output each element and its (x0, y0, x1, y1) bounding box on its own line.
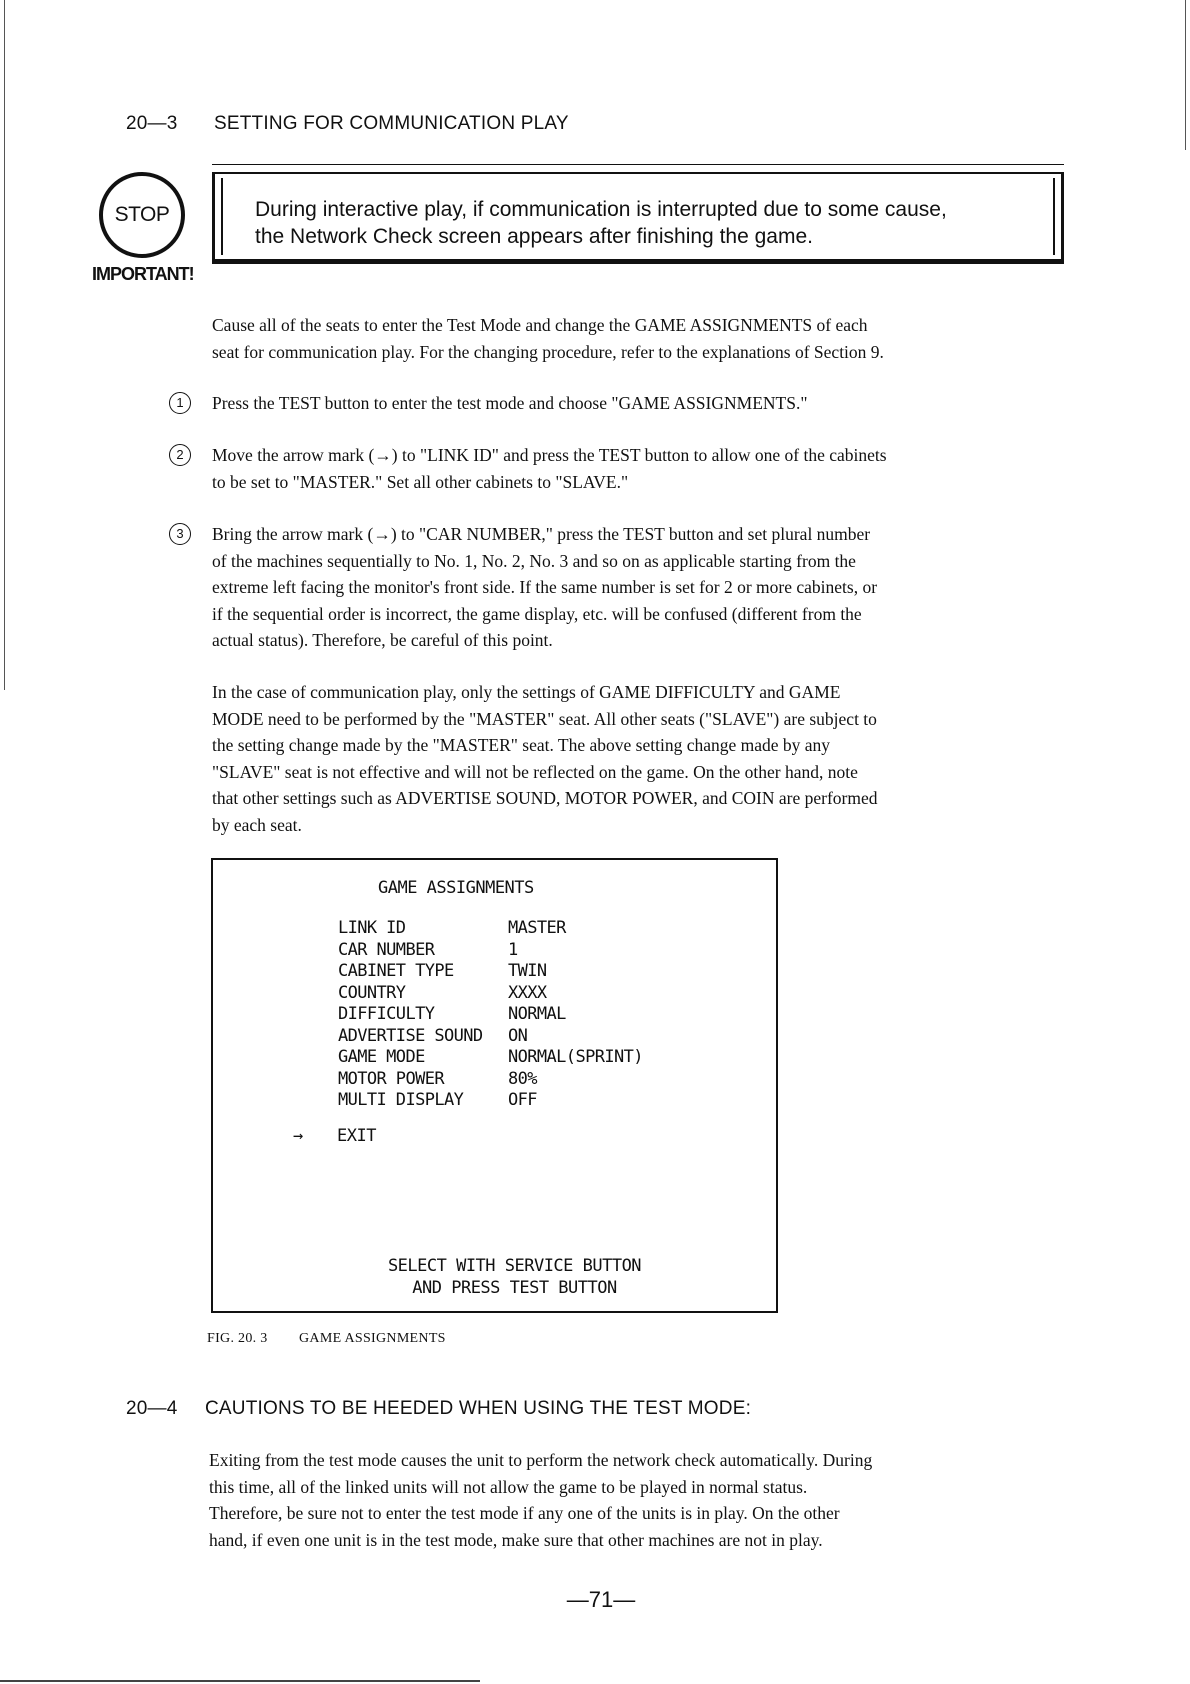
cautions-line-3: Therefore, be sure not to enter the test mode if any one of the units is in play. On the other (209, 1503, 840, 1524)
comm-play-line-6: by each seat. (212, 814, 302, 835)
menu-value: 80% (508, 1068, 537, 1089)
menu-row-country (338, 983, 643, 1005)
screen-instruction-line-2: AND PRESS TEST BUTTON (412, 1278, 617, 1298)
menu-label: DIFFICULTY (338, 1004, 435, 1024)
cautions-line-4: hand, if even one unit is in the test mode, make sure that other machines are not in play. (209, 1529, 823, 1550)
menu-row-exit (293, 1126, 376, 1146)
menu-value: TWIN (508, 961, 547, 981)
menu-row-cabinet-type (338, 961, 643, 983)
step-1 (176, 390, 808, 417)
menu-label: CABINET TYPE (338, 961, 454, 981)
figure-number: FIG. 20. 3 (207, 1331, 268, 1346)
comm-play-line-4: "SLAVE" seat is not effective and will not be reflected on the game. On the other hand, note (212, 761, 858, 782)
scan-edge-line (1185, 0, 1186, 150)
notice-box (212, 172, 1064, 264)
step-3-line-2: of the machines sequentially to No. 1, No. 2, No. 3 and so on as applicable starting from the (212, 550, 856, 571)
screen-title: GAME ASSIGNMENTS (378, 878, 534, 898)
menu-value: NORMAL (508, 1004, 566, 1024)
scan-edge-line (4, 0, 5, 690)
intro-paragraph (212, 312, 884, 365)
step-3-line-5: actual status). Therefore, be careful of this point. (212, 630, 553, 651)
notice-line-1: During interactive play, if communication is interrupted due to some cause, (255, 198, 947, 221)
intro-line-2: seat for communication play. For the changing procedure, refer to the explanations of Section 9. (212, 341, 884, 362)
cautions-paragraph (209, 1447, 872, 1553)
menu-row-game-mode (338, 1047, 643, 1069)
menu-row-multi-display (338, 1090, 643, 1112)
step-3-line-1: Bring the arrow mark (→) to "CAR NUMBER," press the TEST button and set plural number (212, 524, 871, 544)
comm-play-line-3: the setting change made by the "MASTER" seat. The above setting change made by any (212, 735, 831, 756)
figure-title: GAME ASSIGNMENTS (299, 1331, 446, 1346)
menu-value: NORMAL(SPRINT) (508, 1047, 643, 1067)
step-marker: 1 (169, 392, 191, 414)
step-2 (176, 442, 887, 495)
section-number: 20—3 (126, 113, 178, 134)
step-3 (176, 521, 878, 654)
menu-row-link-id (338, 918, 643, 940)
menu-label: MOTOR POWER (338, 1068, 444, 1089)
step-marker: 3 (169, 523, 191, 545)
step-1-line-1: Press the TEST button to enter the test mode and choose "GAME ASSIGNMENTS." (212, 393, 808, 413)
menu-value: ON (508, 1025, 528, 1046)
comm-play-line-5: that other settings such as ADVERTISE SOUND, MOTOR POWER, and COIN are performed (212, 788, 878, 809)
menu-row-difficulty (338, 1004, 643, 1026)
notice-line-2: the Network Check screen appears after finishing the game. (255, 225, 813, 248)
section-heading-20-4 (126, 1398, 751, 1420)
menu-label: COUNTRY (338, 982, 406, 1003)
menu-label: CAR NUMBER (338, 939, 435, 960)
step-2-line-1: Move the arrow mark (→) to "LINK ID" and press the TEST button to allow one of the cabinets (212, 445, 887, 465)
comm-play-line-1: In the case of communication play, only the settings of GAME DIFFICULTY and GAME (212, 682, 841, 702)
menu-label: ADVERTISE SOUND (338, 1025, 483, 1046)
section-title: CAUTIONS TO BE HEEDED WHEN USING THE TEST MODE: (205, 1398, 752, 1419)
arrow-right-icon: → (293, 1126, 303, 1146)
cautions-line-2: this time, all of the linked units will not allow the game to be played in normal status. (209, 1476, 808, 1497)
cautions-line-1: Exiting from the test mode causes the unit to perform the network check automatically. During (209, 1450, 873, 1470)
section-number: 20—4 (126, 1398, 178, 1419)
stop-sign-icon (99, 172, 185, 258)
menu-value: XXXX (508, 982, 547, 1003)
menu-label: MULTI DISPLAY (338, 1090, 464, 1110)
menu-row-motor-power (338, 1069, 643, 1091)
menu-value: MASTER (508, 918, 566, 938)
step-2-line-2: to be set to "MASTER." Set all other cabinets to "SLAVE." (212, 471, 629, 492)
menu-row-car-number (338, 940, 643, 962)
notice-top-rule (212, 164, 1064, 165)
section-heading-20-3 (126, 113, 569, 135)
menu-label: LINK ID (338, 918, 406, 938)
important-label: IMPORTANT! (92, 264, 194, 284)
step-3-line-4: if the sequential order is incorrect, the game display, etc. will be confused (different from the (212, 603, 862, 624)
menu-value: 1 (508, 939, 518, 960)
screen-instruction-line-1: SELECT WITH SERVICE BUTTON (387, 1256, 642, 1276)
section-title: SETTING FOR COMMUNICATION PLAY (214, 113, 569, 134)
scan-bottom-edge (0, 1680, 480, 1682)
intro-line-1: Cause all of the seats to enter the Test Mode and change the GAME ASSIGNMENTS of each (212, 315, 868, 335)
menu-label: GAME MODE (338, 1047, 425, 1067)
step-3-line-3: extreme left facing the monitor's front side. If the same number is set for 2 or more cabinets, or (212, 577, 878, 598)
menu-value: OFF (508, 1090, 537, 1110)
stop-text: STOP (114, 203, 170, 226)
comm-play-line-2: MODE need to be performed by the "MASTER" seat. All other seats ("SLAVE") are subject to (212, 708, 877, 729)
menu-row-advertise-sound (338, 1026, 643, 1048)
important-stop-icon (92, 172, 192, 285)
settings-menu (338, 918, 643, 1112)
game-assignments-screen (211, 858, 778, 1313)
figure-caption (207, 1331, 446, 1347)
page-number: —71— (566, 1587, 636, 1612)
comm-play-paragraph (212, 679, 877, 839)
exit-label: EXIT (337, 1126, 376, 1146)
step-marker: 2 (169, 444, 191, 466)
